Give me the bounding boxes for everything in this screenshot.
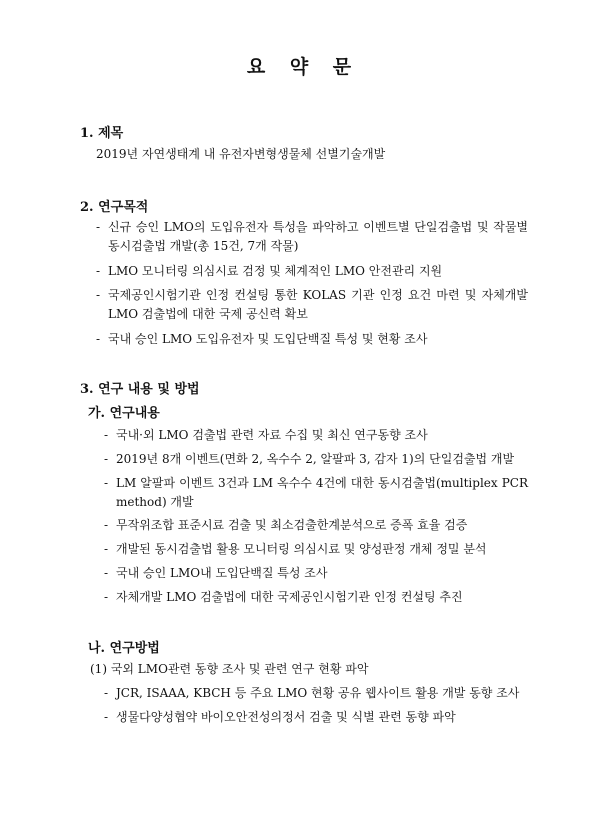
list-item — [104, 588, 528, 607]
list-item-text: 무작위조합 표준시료 검출 및 최소검출한계분석으로 증폭 효율 검증 — [116, 518, 468, 532]
list-item-text: 생물다양성협약 바이오안전성의정서 검출 및 식별 관련 동향 파악 — [116, 710, 456, 724]
bullet-dash: - — [104, 452, 109, 466]
section-3-heading: 3. 연구 내용 및 방법 — [80, 382, 200, 397]
bullet-dash: - — [104, 566, 109, 580]
list-item — [104, 450, 528, 469]
list-item — [104, 516, 528, 535]
list-item-text: LM 알팔파 이벤트 3건과 LM 옥수수 4건에 대한 동시검출법(multiplex PCR method) 개발 — [116, 476, 528, 509]
list-item-text: 국내·외 LMO 검출법 관련 자료 수집 및 최신 연구동향 조사 — [116, 428, 428, 442]
section-3b-heading: 나. 연구방법 — [88, 641, 160, 656]
bullet-dash: - — [104, 710, 109, 724]
bullet-dash: - — [104, 590, 109, 604]
list-item — [96, 286, 528, 324]
list-item — [104, 540, 528, 559]
list-item — [104, 564, 528, 583]
method-step-1: (1) 국외 LMO관련 동향 조사 및 관련 연구 현황 파악 — [90, 662, 369, 676]
bullet-dash: - — [104, 542, 109, 556]
bullet-dash: - — [104, 428, 109, 442]
list-item-text: 자체개발 LMO 검출법에 대한 국제공인시험기관 인정 컨설팅 추진 — [116, 590, 463, 604]
bullet-dash: - — [104, 686, 109, 700]
bullet-dash: - — [96, 332, 101, 346]
list-item-text: 신규 승인 LMO의 도입유전자 특성을 파악하고 이벤트별 단일검출법 및 작물별 동시검출법 개발(총 15건, 7개 작물) — [108, 220, 528, 253]
list-item — [96, 330, 528, 349]
list-item — [104, 426, 528, 445]
list-item-text: JCR, ISAAA, KBCH 등 주요 LMO 현황 공유 웹사이트 활용 개발 동향 조사 — [116, 686, 520, 700]
bullet-dash: - — [96, 220, 101, 234]
list-item-text: 2019년 8개 이벤트(면화 2, 옥수수 2, 알팔파 3, 감자 1)의 단일검출법 개발 — [116, 452, 515, 466]
list-item-text: 국제공인시험기관 인정 컨설팅 통한 KOLAS 기관 인정 요건 마련 및 자체개발 LMO 검출법에 대한 국제 공신력 확보 — [108, 288, 528, 321]
list-item-text: LMO 모니터링 의심시료 검정 및 체계적인 LMO 안전관리 지원 — [108, 264, 443, 278]
list-item-text: 국내 승인 LMO 도입유전자 및 도입단백질 특성 및 현황 조사 — [108, 332, 428, 346]
list-item — [96, 262, 528, 281]
list-item — [104, 708, 528, 727]
bullet-dash: - — [104, 518, 109, 532]
list-item-text: 국내 승인 LMO내 도입단백질 특성 조사 — [116, 566, 328, 580]
section-3a-heading: 가. 연구내용 — [88, 406, 160, 421]
bullet-dash: - — [104, 476, 109, 490]
document-title: 요 약 문 — [246, 56, 361, 78]
section-2-heading: 2. 연구목적 — [80, 200, 149, 215]
bullet-dash: - — [96, 288, 101, 302]
list-item — [104, 684, 528, 703]
bullet-dash: - — [96, 264, 101, 278]
list-item — [104, 474, 528, 512]
section-1-body: 2019년 자연생태계 내 유전자변형생물체 선별기술개발 — [96, 147, 386, 161]
list-item-text: 개발된 동시검출법 활용 모니터링 의심시료 및 양성판정 개체 정밀 분석 — [116, 542, 487, 556]
list-item — [96, 218, 528, 256]
section-1-heading: 1. 제목 — [80, 126, 124, 141]
